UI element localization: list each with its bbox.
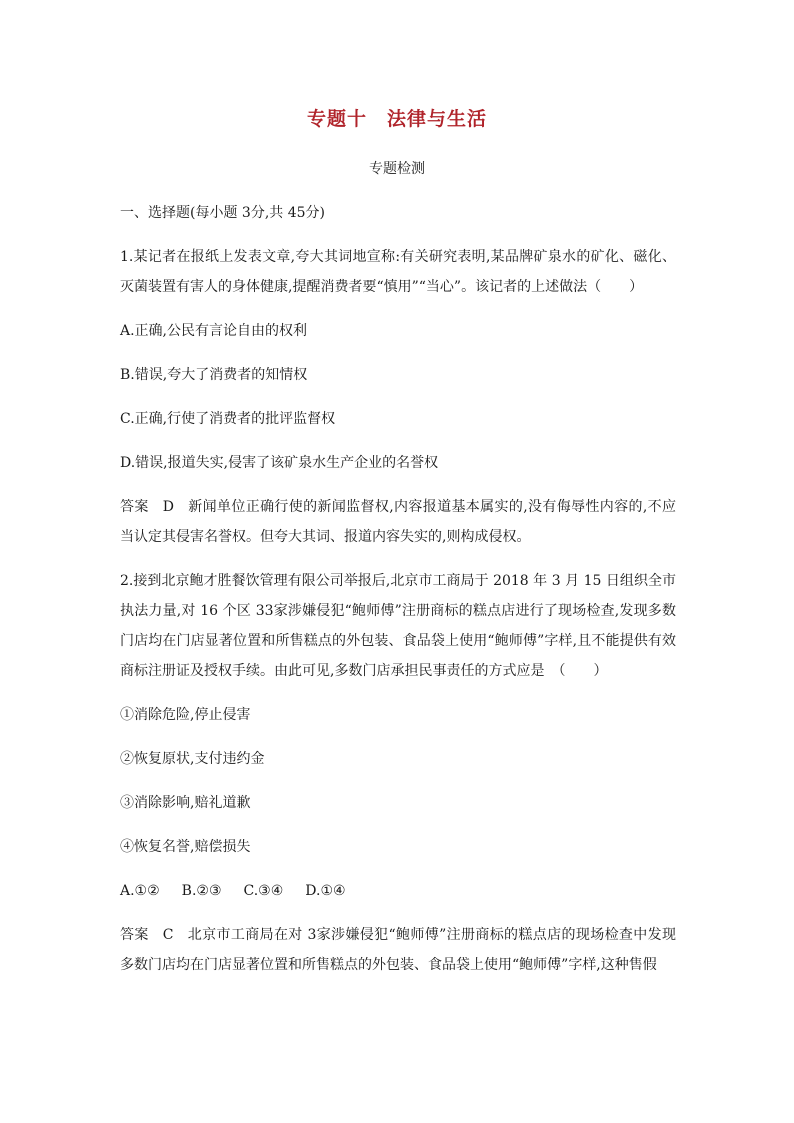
question-1-option-a: A.正确,公民有言论自由的权利: [120, 323, 308, 339]
question-1-answer: [120, 492, 676, 552]
choice-c: C.③④: [243, 883, 284, 899]
choice-d: D.①④: [305, 883, 346, 899]
question-2-statement-2: ②恢复原状,支付违约金: [120, 751, 265, 767]
question-2-statement-3: ③消除影响,赔礼道歉: [120, 795, 251, 811]
answer-explanation: 北京市工商局在对 3家涉嫌侵犯“鲍师傅”注册商标的糕点店的现场检查中发现多数门店均在门店显著位置和所售糕点的外包装、食品袋上使用“鲍师傅”字样,这种售假: [120, 927, 677, 973]
question-1-option-b: B.错误,夸大了消费者的知情权: [120, 367, 308, 383]
question-2-choices: [120, 876, 676, 906]
question-2-answer: [120, 920, 676, 980]
question-1-option-c: C.正确,行使了消费者的批评监督权: [120, 411, 336, 427]
answer-label: 答案: [120, 499, 149, 515]
question-2-stem: 2.接到北京鲍才胜餐饮管理有限公司举报后,北京市工商局于 2018 年 3 月 15 日组织全市执法力量,对 16 个区 33家涉嫌侵犯“鲍师傅”注册商标的糕点店进行了现场检查,发现多数门店均在门店显著位置和所售糕点的外包装、食品袋上使用“鲍师傅”字样,且不能提供有效商标注册证及授权手续。由此可见,多数门店承担民事责任的方式应是 （ ）: [120, 573, 676, 679]
page-title: 专题十 法律与生活: [306, 108, 487, 130]
answer-letter: C: [162, 927, 174, 943]
section-heading: 一、选择题(每小题 3分,共 45分): [120, 205, 325, 221]
question-1-option-d: D.错误,报道失实,侵害了该矿泉水生产企业的名誉权: [120, 455, 439, 471]
answer-letter: D: [162, 499, 174, 515]
answer-label: 答案: [120, 927, 149, 943]
question-1-stem: 1.某记者在报纸上发表文章,夸大其词地宣称:有关研究表明,某品牌矿泉水的矿化、磁化、灭菌装置有害人的身体健康,提醒消费者要“慎用”“当心”。该记者的上述做法（ ）: [120, 249, 676, 295]
document-content: [120, 198, 676, 994]
answer-explanation: 新闻单位正确行使的新闻监督权,内容报道基本属实的,没有侮辱性内容的,不应当认定其侵害名誉权。但夸大其词、报道内容失实的,则构成侵权。: [120, 499, 677, 545]
page-subtitle: 专题检测: [369, 161, 425, 177]
choice-b: B.②③: [181, 883, 222, 899]
question-2-statement-4: ④恢复名誉,赔偿损失: [120, 839, 251, 855]
choice-a: A.①②: [120, 883, 160, 899]
question-2-statement-1: ①消除危险,停止侵害: [120, 707, 251, 723]
